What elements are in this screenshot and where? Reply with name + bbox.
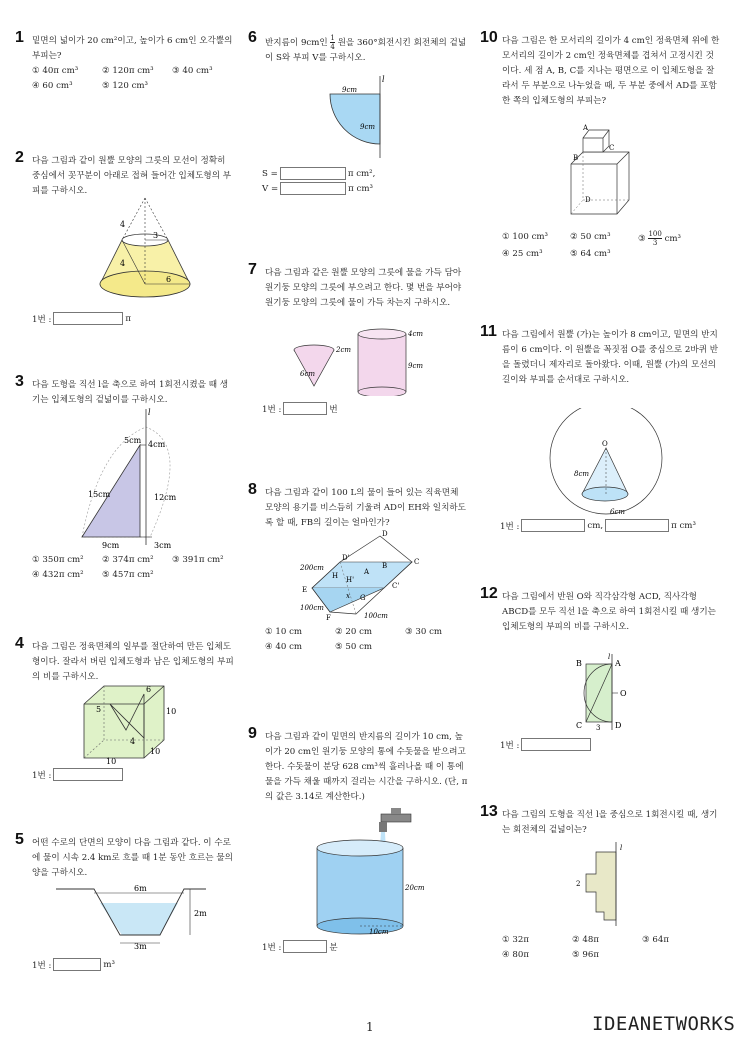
answer-input[interactable] [283, 940, 327, 953]
label: 9cm [408, 362, 424, 370]
problem-number: 9 [248, 725, 257, 742]
answer-input[interactable] [53, 958, 101, 971]
label: 5 [96, 705, 102, 714]
label: 3cm [154, 541, 172, 550]
label: 6cm [300, 370, 316, 378]
label: 9cm [102, 541, 120, 550]
answer-line: 1번 : cm, π cm³ [500, 520, 696, 532]
label: l [148, 408, 151, 417]
stacked-cubes-figure [565, 124, 645, 224]
label: 4 [130, 737, 136, 746]
label: 9cm [360, 123, 376, 131]
choice-4[interactable]: ④ 432π cm² [32, 570, 84, 580]
label: 12cm [154, 493, 177, 502]
label: 5cm [124, 436, 142, 445]
label: C [414, 558, 420, 566]
answer-unit: π [125, 313, 132, 324]
choice-4[interactable]: ④ 80π [502, 950, 530, 960]
label: 6cm [610, 508, 626, 516]
label: H' [346, 576, 355, 584]
label: 4cm [408, 330, 424, 338]
label: 10 [150, 747, 161, 756]
label: x [346, 592, 350, 600]
answer-line [32, 312, 131, 325]
choice-4[interactable]: ④ 25 cm³ [502, 249, 543, 259]
problem-text: 다음 그림과 같이 밑면의 반지름의 길이가 10 cm, 높이가 20 cm인 원기둥 모양의 통에 수돗물을 받으려고 한다. 수돗물이 분당 628 cm³씩 흘러나올 때 이 통에 물을 가득 채울 때까지 걸리는 시간을 구하시오. (단, π의 값은 3.14로 계산한다.) [265, 732, 468, 802]
answer-input-s[interactable] [280, 167, 346, 180]
label: 10 [106, 757, 117, 764]
label: D [585, 196, 591, 204]
label: 8cm [574, 470, 590, 478]
answer-label: 1번 : [32, 960, 52, 971]
problem-text: 다음 그림과 같이 100 L의 물이 들어 있는 직육면체 모양의 용기를 비스듬히 기울려 AD이 EH와 일치하도록 할 때, FB의 길이는 얼마인가? [265, 488, 466, 528]
label: 200cm [300, 564, 324, 572]
label: 4 [120, 220, 126, 229]
label: O [602, 440, 608, 448]
answer-label: 1번 : [262, 404, 282, 415]
label: 15cm [88, 490, 111, 499]
answer-input-2[interactable] [605, 519, 669, 532]
tilted-box-figure [300, 530, 430, 622]
choices [32, 64, 235, 94]
water-tank-figure [305, 808, 433, 936]
quarter-circle-figure [320, 72, 400, 160]
answer-line [32, 958, 115, 971]
problem-1 [15, 29, 235, 94]
choice-5[interactable]: ⑤ 64 cm³ [570, 249, 611, 259]
problem-number: 12 [480, 585, 498, 602]
label: 9cm [342, 86, 358, 94]
semicircle-figure [572, 652, 632, 732]
answer-input[interactable] [521, 738, 591, 751]
problem-number: 3 [15, 373, 24, 390]
label: 100cm [364, 612, 388, 620]
problem-text: 다음 그림과 같은 원뿔 모양의 그릇에 물을 가득 담아 원기둥 모양의 그릇에 부으려고 한다. 몇 번을 부어야 원기둥 모양의 그릇에 물이 가득 차는지 구하시오. [265, 268, 462, 308]
label: 20cm [405, 884, 425, 892]
choice-1[interactable]: ① 350π cm² [32, 555, 84, 565]
choice-5[interactable]: ⑤ 50 cm [335, 642, 373, 652]
choice-2[interactable]: ② 50 cm³ [570, 232, 611, 242]
problem-text: 다음 도형을 직선 l을 축으로 하여 1회전시켰을 때 생기는 입체도형의 겉넓이를 구하시오. [32, 380, 229, 405]
label: 10cm [369, 928, 389, 936]
choice-1[interactable]: ① 32π [502, 935, 530, 945]
problem-number: 11 [480, 323, 497, 340]
problem-13-choices [480, 933, 720, 963]
answer-unit: m³ [103, 959, 116, 970]
problem-10 [480, 29, 720, 109]
problem-5 [15, 831, 235, 881]
problem-2 [15, 149, 235, 199]
label: B [382, 562, 388, 570]
problem-number: 2 [15, 149, 24, 166]
answer-line [262, 402, 338, 415]
step-shape-figure [572, 840, 632, 930]
problem-text: 다음 그림은 한 모서리의 길이가 4 cm인 정육면체 위에 한 모서리의 길이가 2 cm인 정육면체를 겹쳐서 고정시킨 것이다. 세 점 A, B, C를 지나는 평면으로 이 입체도형을 잘라서 두 부분으로 나누었을 때, 두 부분 중에서 AD를 포함한 쪽의 입체도형의 부피는? [502, 36, 720, 106]
problem-3-choices [15, 553, 235, 583]
choice-3[interactable]: ③ $\frac{100}{3}$ cm³ [638, 230, 681, 247]
choice-1[interactable]: ① 10 cm [265, 627, 303, 637]
answer-input[interactable] [283, 402, 327, 415]
answer-v: V = π cm³ [262, 183, 373, 194]
choice-3[interactable]: ③ 40 cm³ [172, 66, 213, 76]
label: l [382, 75, 385, 84]
label: A [364, 568, 370, 576]
rotation-figure [80, 405, 190, 553]
answer-label: 1번 : [262, 942, 282, 953]
label: 6 [146, 685, 152, 694]
label: 3m [134, 942, 147, 951]
cone-cylinder-figure [292, 326, 442, 396]
problem-7 [248, 261, 468, 311]
problem-text: 다음 그림은 정육면체의 일부를 절단하여 만든 입체도형이다. 잘라서 버린 입체도형과 남은 입체도형의 부피의 비를 구하시오. [32, 642, 234, 682]
cone-figure [90, 194, 200, 306]
label: D [615, 721, 622, 730]
answer-label: 1번 : [32, 770, 52, 781]
rolling-cone-figure [548, 408, 668, 518]
problem-number: 1 [15, 29, 24, 46]
choice-3[interactable]: ③ 391π cm² [172, 555, 224, 565]
problem-13 [480, 803, 720, 838]
label: C [609, 144, 615, 152]
label: F [326, 614, 331, 622]
answer-label: 1번 : [500, 740, 520, 751]
channel-figure [50, 883, 210, 951]
label: A [615, 659, 621, 668]
brand-logo: IDEANETWORKS [592, 1013, 736, 1035]
problem-text: 다음 그림에서 반원 O와 직각삼각형 ACD, 직사각형 ABCD를 모두 직선 l을 축으로 하여 1회전시킬 때 생기는 입체도형의 부피의 비를 구하시오. [502, 592, 716, 632]
problem-9 [248, 725, 470, 805]
label: G [360, 594, 366, 602]
answer-input[interactable] [53, 312, 123, 325]
problem-6 [248, 29, 468, 66]
answer-label: 1번 : [500, 521, 520, 532]
choice-1[interactable]: ① 40π cm³ [32, 66, 79, 76]
label: l [608, 653, 611, 661]
problem-4 [15, 635, 235, 685]
problem-text: 밑면의 넓이가 20 cm²이고, 높이가 6 cm인 오각뿔의 부피는? [32, 36, 233, 61]
problem-text: 어떤 수로의 단면의 모양이 다음 그림과 같다. 이 수로에 물이 시속 2.4 km로 흐를 때 1분 동안 흐르는 물의 양을 구하시오. [32, 838, 233, 878]
problem-text: 다음 그림과 같이 원뿔 모양의 그릇의 모선이 정확히 중심에서 꼿꾸분이 아래로 접혀 들어간 입체도형의 부피를 구하시오. [32, 156, 232, 196]
problem-text: 반지름이 9cm인 $\frac{1}{4}$ 원을 360°회전시킨 회전체의 겉넓이 S와 부피 V를 구하시오. [265, 34, 467, 63]
answer-input[interactable] [53, 768, 123, 781]
choice-5[interactable]: ⑤ 96π [572, 950, 600, 960]
choice-4[interactable]: ④ 40 cm [265, 642, 303, 652]
cube-figure [80, 682, 180, 764]
problem-number: 6 [248, 29, 257, 46]
label: 100cm [300, 604, 324, 612]
problem-3 [15, 373, 235, 408]
problem-8 [248, 481, 468, 531]
choice-3[interactable]: ③ 64π [642, 935, 670, 945]
choice-3[interactable]: ③ 30 cm [405, 627, 443, 637]
choice-2[interactable]: ② 120π cm³ [102, 66, 154, 76]
problem-10-choices [480, 230, 720, 262]
label: C [576, 721, 583, 730]
label: E [302, 586, 308, 594]
choice-5[interactable]: ⑤ 457π cm² [102, 570, 154, 580]
answer-s: S = π cm², [262, 168, 376, 179]
problem-12 [480, 585, 720, 635]
label: 4cm [148, 440, 166, 449]
problem-number: 10 [480, 29, 498, 46]
problem-text: 다음 그림에서 원뿔 (가)는 높이가 8 cm이고, 밑면의 반지름이 6 cm이다. 이 원뿔을 꼭짓점 O를 중심으로 2바퀴 반을 돌렸더니 제자리로 돌아왔다. 이때, 원뿔 (가)의 모선의 길이와 부피를 순서대로 구하시오. [502, 330, 718, 385]
label: 2m [194, 909, 207, 918]
label: 3 [596, 724, 601, 732]
problem-8-choices [248, 625, 468, 655]
choice-2[interactable]: ② 20 cm [335, 627, 373, 637]
problem-number: 8 [248, 481, 257, 498]
page-number: 1 [366, 1020, 374, 1034]
problem-text: 다음 그림의 도형을 직선 l을 중심으로 1회전시킬 때, 생기는 회전체의 겉넓이는? [502, 810, 718, 835]
answer-unit: 분 [329, 942, 338, 953]
problem-number: 5 [15, 831, 24, 848]
label: H [332, 572, 339, 580]
label: D [382, 530, 388, 538]
answer-unit: 번 [329, 404, 338, 415]
answer-line [32, 768, 125, 781]
label: D' [342, 554, 350, 562]
answer-label: 1번 : [32, 314, 52, 325]
label: 6 [166, 275, 172, 284]
label: B [576, 659, 582, 668]
label: 2 [576, 880, 581, 888]
choice-4[interactable]: ④ 60 cm³ [32, 81, 73, 91]
answer-input-v[interactable] [280, 182, 346, 195]
choice-1[interactable]: ① 100 cm³ [502, 232, 548, 242]
label: A [583, 124, 589, 132]
label: B [573, 154, 579, 162]
choice-5[interactable]: ⑤ 120 cm³ [102, 81, 148, 91]
answer-input-1[interactable] [521, 519, 585, 532]
label: 10 [166, 707, 177, 716]
choice-2[interactable]: ② 48π [572, 935, 600, 945]
label: C' [392, 582, 400, 590]
answer-line [262, 940, 338, 953]
label: 2cm [336, 346, 352, 354]
label: 4 [120, 259, 126, 268]
label: 6m [134, 884, 147, 893]
problem-number: 7 [248, 261, 257, 278]
answer-line [500, 738, 593, 751]
label: O [620, 689, 627, 698]
problem-number: 4 [15, 635, 24, 652]
problem-11 [480, 323, 720, 388]
problem-number: 13 [480, 803, 498, 820]
label: l [620, 844, 623, 852]
label: 3 [153, 231, 159, 240]
choice-2[interactable]: ② 374π cm² [102, 555, 154, 565]
